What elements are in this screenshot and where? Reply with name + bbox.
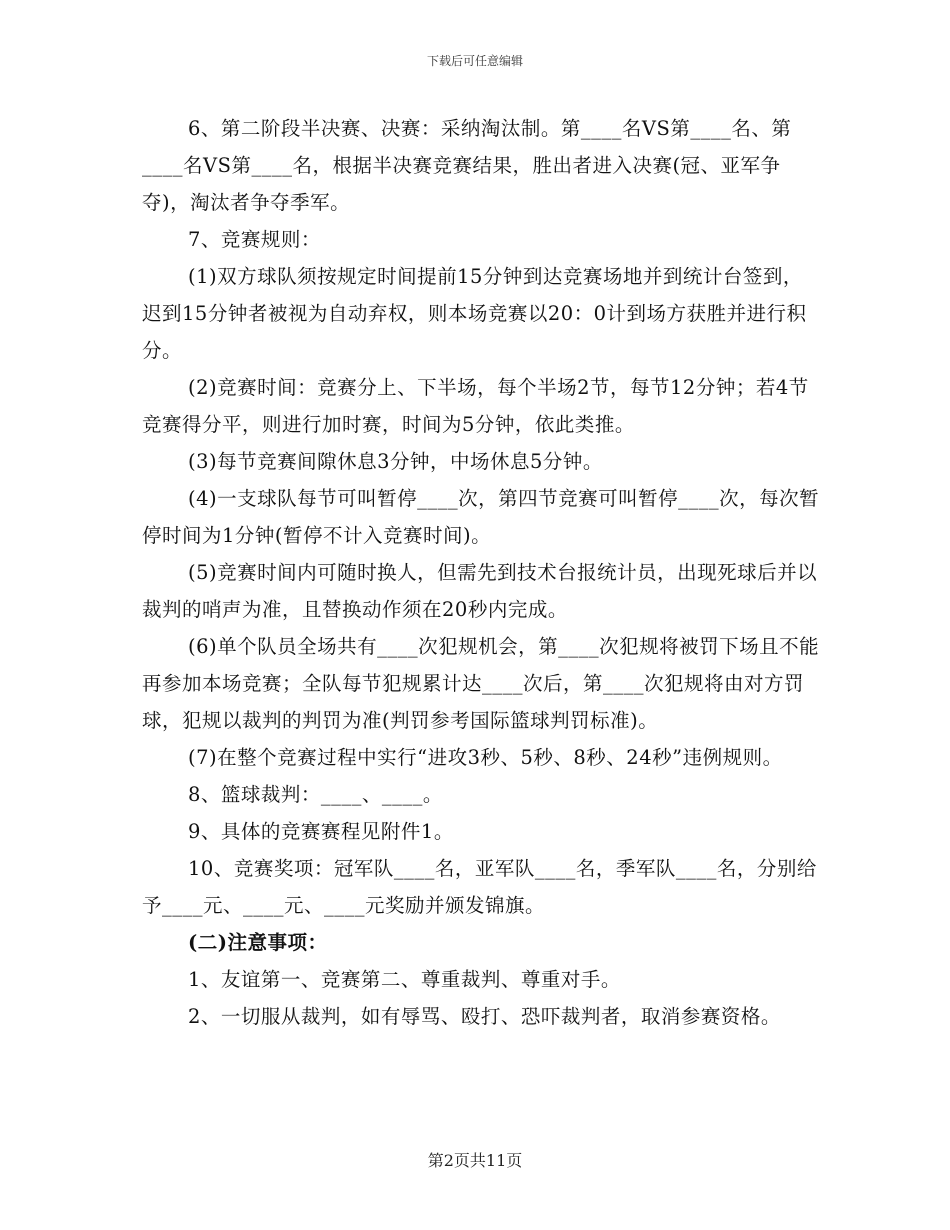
rule-7-violations: (7)在整个竞赛过程中实行“进攻3秒、5秒、8秒、24秒”违例规则。	[188, 746, 783, 769]
page-header: 下载后可任意编辑	[426, 54, 523, 68]
note-2-obey-referee: 2、一切服从裁判，如有辱骂、殴打、恐吓裁判者，取消参赛资格。	[188, 1005, 781, 1028]
paragraph-8-referees: 8、篮球裁判：____、____。	[188, 783, 443, 806]
rule-1-checkin: (1)双方球队须按规定时间提前15分钟到达竞赛场地并到统计台签到，迟到15分钟者被视为自动弃权，则本场竞赛以20：0计到场方获胜并进行积分。	[142, 265, 807, 362]
rule-4-timeouts: (4)一支球队每节可叫暂停____次，第四节竞赛可叫暂停____次，每次暂停时间为1分钟(暂停不计入竞赛时间)。	[142, 487, 820, 547]
document-body	[142, 110, 822, 1035]
rule-3-breaks: (3)每节竞赛间隙休息3分钟，中场休息5分钟。	[188, 450, 603, 473]
section-notes-heading: (二)注意事项：	[188, 931, 328, 954]
paragraph-10-awards: 10、竞赛奖项：冠军队____名，亚军队____名，季军队____名，分别给予____元、____元、____元奖励并颁发锦旗。	[142, 857, 817, 917]
rule-5-substitution: (5)竞赛时间内可随时换人，但需先到技术台报统计员，出现死球后并以裁判的哨声为准，且替换动作须在20秒内完成。	[142, 561, 818, 621]
page-number: 第2页共11页	[427, 1151, 523, 1170]
rule-2-game-time: (2)竞赛时间：竞赛分上、下半场，每个半场2节，每节12分钟；若4节竞赛得分平，则进行加时赛，时间为5分钟，依此类推。	[142, 376, 809, 436]
note-1-friendship: 1、友谊第一、竞赛第二、尊重裁判、尊重对手。	[188, 968, 621, 991]
paragraph-7-rules-heading: 7、竞赛规则：	[188, 228, 321, 251]
paragraph-9-schedule: 9、具体的竞赛赛程见附件1。	[188, 820, 454, 843]
rule-6-fouls: (6)单个队员全场共有____次犯规机会，第____次犯规将被罚下场且不能再参加本场竞赛；全队每节犯规累计达____次后，第____次犯规将由对方罚球，犯规以裁判的判罚为准(判罚参考国际篮球判罚标准)。	[142, 635, 820, 732]
paragraph-6-semifinal: 6、第二阶段半决赛、决赛：采纳淘汰制。第____名VS第____名、第____名VS第____名，根据半决赛竞赛结果，胜出者进入决赛(冠、亚军争夺)，淘汰者争夺季军。	[142, 117, 792, 214]
